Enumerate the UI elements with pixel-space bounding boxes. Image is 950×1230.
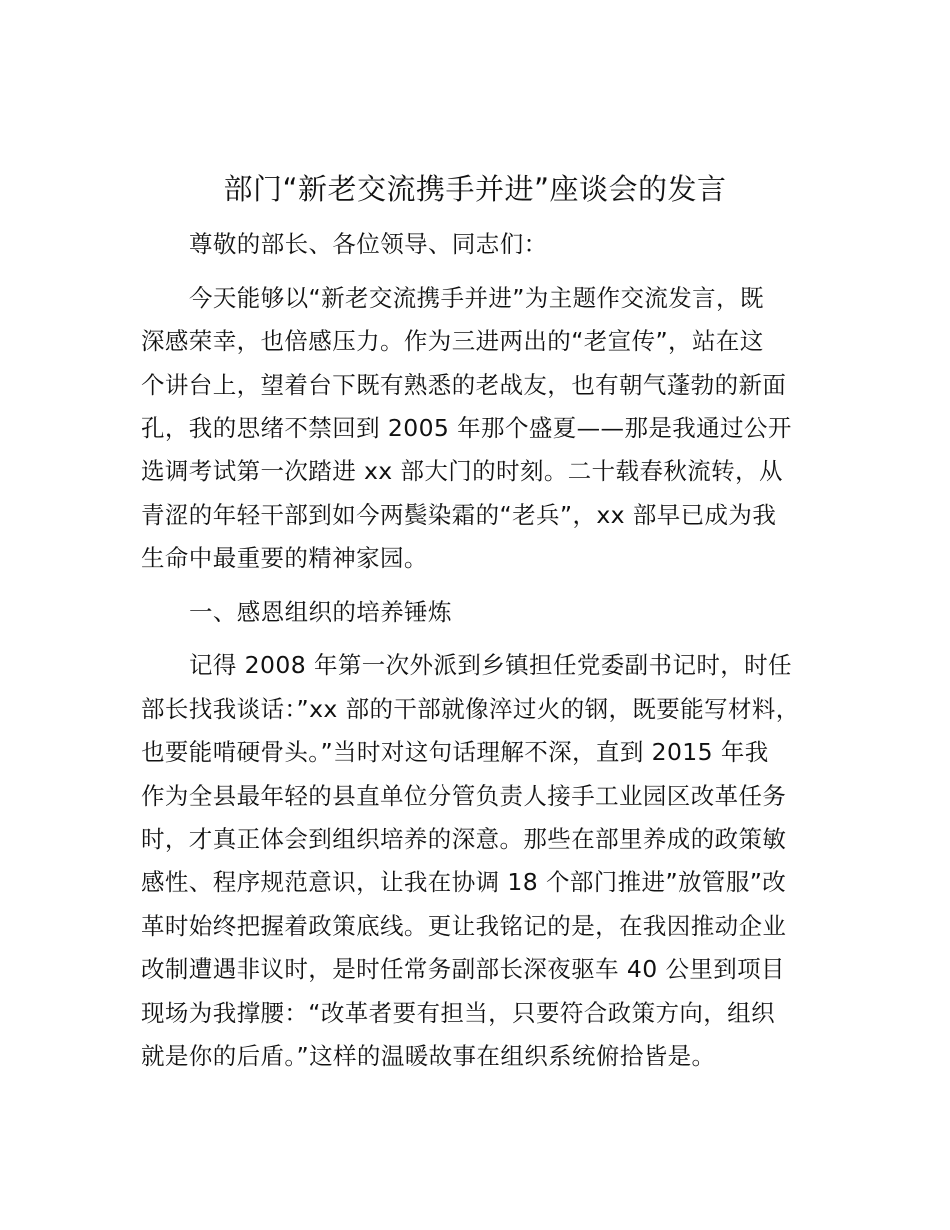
- paragraph-line: 改制遭遇非议时，是时任常务副部长深夜驱车 40 公里到项目: [141, 955, 785, 983]
- paragraph-line: 时，才真正体会到组织培养的深意。那些在部里养成的政策敏: [141, 825, 787, 853]
- paragraph-line: 革时始终把握着政策底线。更让我铭记的是，在我因推动企业: [141, 912, 787, 940]
- paragraph-line: 记得 2008 年第一次外派到乡镇担任党委副书记时，时任: [189, 651, 792, 679]
- paragraph-line: 生命中最重要的精神家园。: [141, 544, 428, 572]
- paragraph-line: 青涩的年轻干部到如今两鬓染霜的“老兵”，xx 部早已成为我: [141, 501, 777, 529]
- paragraph-line: 作为全县最年轻的县直单位分管负责人接手工业园区改革任务: [141, 782, 787, 810]
- salutation: 尊敬的部长、各位领导、同志们：: [189, 230, 548, 258]
- paragraph-line: 现场为我撑腰：“改革者要有担当，只要符合政策方向，组织: [141, 999, 775, 1027]
- paragraph-line: 部长找我谈话：”xx 部的干部就像淬过火的钢，既要能写材料，: [141, 695, 800, 723]
- paragraph-line: 也要能啃硬骨头。”当时对这句话理解不深，直到 2015 年我: [141, 738, 769, 766]
- paragraph-line: 个讲台上，望着台下既有熟悉的老战友，也有朝气蓬勃的新面: [141, 371, 787, 399]
- paragraph-line: 感性、程序规范意识，让我在协调 18 个部门推进”放管服”改: [141, 868, 787, 896]
- paragraph-line: 孔，我的思绪不禁回到 2005 年那个盛夏——那是我通过公开: [141, 414, 792, 442]
- document-title: 部门“新老交流携手并进”座谈会的发言: [223, 172, 727, 206]
- paragraph-line: 就是你的后盾。”这样的温暖故事在组织系统俯拾皆是。: [141, 1042, 716, 1070]
- section-heading: 一、感恩组织的培养锤炼: [189, 598, 452, 626]
- paragraph-line: 深感荣幸，也倍感压力。作为三进两出的“老宣传”，站在这: [141, 327, 764, 355]
- paragraph-line: 选调考试第一次踏进 xx 部大门的时刻。二十载春秋流转，从: [141, 457, 783, 485]
- paragraph-line: 今天能够以“新老交流携手并进”为主题作交流发言，既: [189, 284, 764, 312]
